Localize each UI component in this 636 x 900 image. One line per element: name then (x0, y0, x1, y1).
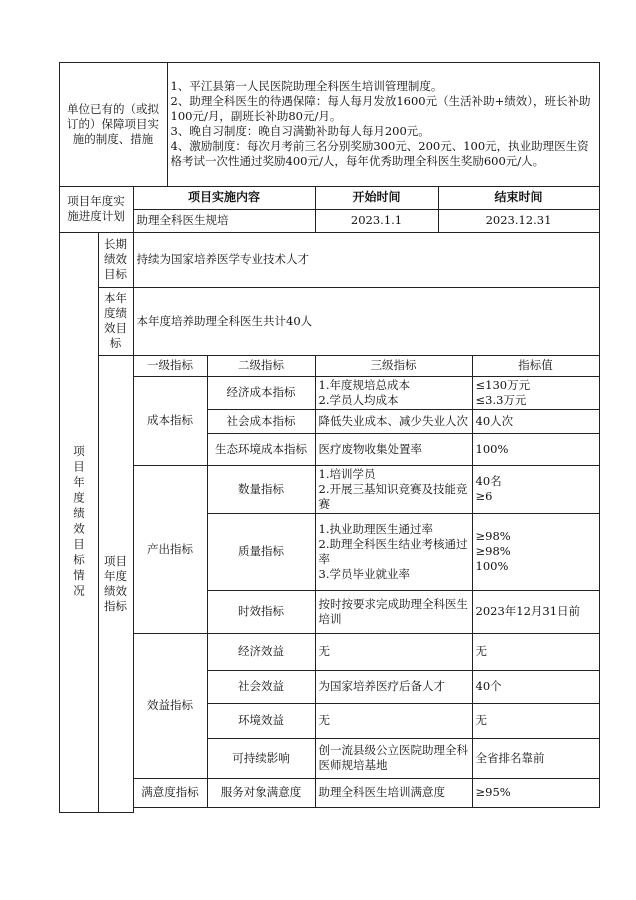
indicator-value-text: ≥95% (475, 785, 511, 799)
indicators-label (98, 355, 134, 813)
indicator-value (472, 633, 600, 671)
level1-satisfaction-text: 满意度指标 (141, 785, 199, 799)
measures-content (167, 62, 600, 187)
schedule-header-text: 结束时间 (494, 190, 543, 204)
indicator-value-text: 40人次 (475, 413, 514, 428)
schedule-cell (438, 209, 600, 233)
level3-indicator-text: 1.培训学员 2.开展三基知识竞赛及技能竞赛 (318, 466, 468, 511)
level2-indicator-text: 社会成本指标 (226, 413, 296, 428)
measure-line: 2、助理全科医生的待遇保障：每人每月发放1600元（生活补助+绩效），班长补助100元/月，副班长补助80元/月。 (170, 94, 591, 123)
schedule-header-text: 开始时间 (352, 190, 401, 204)
indicator-header-text: 二级指标 (238, 358, 284, 372)
goals-label (59, 232, 99, 813)
measures-label-text: 单位已有的（或拟订的）保障项目实施的制度、措施 (67, 101, 159, 146)
level1-cost-text: 成本指标 (147, 413, 193, 427)
indicator-header (315, 355, 473, 377)
indicator-value-text: 无 (475, 713, 487, 727)
level2-indicator (207, 633, 316, 671)
long-term-goal-value (133, 232, 600, 288)
level2-indicator-text: 经济成本指标 (226, 385, 296, 399)
level3-indicator-text: 无 (318, 713, 330, 727)
indicator-value (472, 670, 600, 704)
indicator-value-text: 2023年12月31日前 (475, 604, 581, 618)
level2-indicator-text: 生态环境成本指标 (215, 441, 307, 456)
schedule-cell-text: 2023.12.31 (485, 213, 552, 227)
level2-indicator-text: 质量指标 (238, 544, 284, 558)
goals-label-text: 项目年度绩效目标情况 (72, 444, 86, 600)
level3-indicator (315, 590, 473, 634)
level3-indicator (315, 670, 473, 704)
indicator-value (472, 433, 600, 466)
level2-indicator-text: 数量指标 (238, 481, 284, 496)
level3-indicator (315, 778, 473, 808)
schedule-header (133, 186, 316, 210)
level1-benefit-text: 效益指标 (147, 698, 193, 712)
level3-indicator (315, 376, 473, 410)
schedule-header-text: 项目实施内容 (187, 190, 260, 204)
level2-indicator-text: 时效指标 (238, 604, 284, 618)
measure-line: 4、激励制度：每次月考前三名分别奖励300元、200元、100元，执业助理医生资格考试一次性通过奖励400元/人，每年优秀助理全科医生奖励600元/人。 (170, 139, 589, 168)
level3-indicator (315, 409, 473, 434)
level2-indicator-text: 环境效益 (238, 713, 284, 727)
level2-indicator (207, 376, 316, 410)
indicator-value (472, 590, 600, 634)
level2-indicator (207, 778, 316, 808)
indicator-value (472, 465, 600, 514)
level3-indicator-text: 降低失业成本、减少失业人次 (318, 413, 468, 428)
long-term-goal-label-text: 长期绩效目标 (104, 237, 127, 281)
level2-indicator (207, 409, 316, 434)
level2-indicator (207, 703, 316, 739)
level1-output-text: 产出指标 (147, 541, 193, 556)
level2-indicator (207, 590, 316, 634)
level3-indicator (315, 433, 473, 466)
schedule-label-text: 项目年度实施进度计划 (67, 194, 125, 223)
level1-cost (133, 376, 208, 466)
level3-indicator-text: 为国家培养医疗后备人才 (318, 679, 445, 693)
indicator-header (133, 355, 208, 377)
level2-indicator (207, 670, 316, 704)
indicator-value-text: 全省排名靠前 (475, 750, 545, 765)
schedule-label (59, 186, 134, 233)
level3-indicator (315, 465, 473, 514)
level3-indicator-text: 助理全科医生培训满意度 (318, 785, 445, 799)
indicator-header-text: 三级指标 (370, 358, 417, 372)
level2-indicator (207, 433, 316, 466)
indicator-header (207, 355, 316, 377)
indicator-value-text: 40个 (475, 679, 502, 693)
level3-indicator (315, 703, 473, 739)
level3-indicator-text: 按时按要求完成助理全科医生培训 (318, 596, 468, 626)
schedule-cell-text: 助理全科医生规培 (136, 213, 229, 227)
annual-goal-label-text: 本年度绩效目标 (104, 291, 127, 350)
level3-indicator-text: 1.执业助理医生通过率 2.助理全科医生结业考核通过率 3.学员毕业就业率 (318, 521, 468, 581)
indicators-label-text: 项目年度绩效指标 (104, 553, 127, 613)
long-term-goal-label (98, 232, 134, 288)
schedule-cell (315, 209, 439, 233)
level2-indicator (207, 513, 316, 591)
level2-indicator (207, 738, 316, 779)
schedule-header (438, 186, 600, 210)
indicator-value-text: 100% (475, 441, 509, 456)
level1-satisfaction (133, 778, 208, 808)
indicator-value (472, 778, 600, 808)
indicator-header-text: 指标值 (518, 358, 553, 372)
indicator-value (472, 513, 600, 591)
level1-output (133, 465, 208, 634)
level2-indicator-text: 可持续影响 (232, 750, 290, 765)
long-term-goal-value-text: 持续为国家培养医学专业技术人才 (136, 252, 309, 266)
level1-benefit (133, 633, 208, 779)
schedule-cell-text: 2023.1.1 (350, 213, 403, 227)
indicator-value-text: 无 (475, 644, 487, 658)
level3-indicator-text: 无 (318, 644, 330, 658)
measure-line: 1、平江县第一人民医院助理全科医生培训管理制度。 (170, 79, 443, 93)
annual-goal-value-text: 本年度培养助理全科医生共计40人 (136, 313, 313, 328)
indicator-value-text: ≥98% ≥98% 100% (475, 529, 511, 573)
indicator-value (472, 409, 600, 434)
indicator-value (472, 376, 600, 410)
schedule-header (315, 186, 439, 210)
level3-indicator-text: 1.年度规培总成本 2.学员人均成本 (318, 377, 410, 407)
indicator-header (472, 355, 600, 377)
level3-indicator (315, 513, 473, 591)
level3-indicator (315, 738, 473, 779)
level3-indicator-text: 创一流县级公立医院助理全科医师规培基地 (318, 743, 468, 772)
indicator-value-text: ≤130万元 ≤3.3万元 (475, 377, 531, 407)
measures-label (59, 62, 168, 187)
annual-goal-label (98, 287, 134, 356)
level3-indicator (315, 633, 473, 671)
indicator-value (472, 738, 600, 779)
level2-indicator-text: 社会效益 (238, 679, 284, 693)
indicator-value-text: 40名 ≥6 (475, 474, 502, 503)
level2-indicator (207, 465, 316, 514)
indicator-value (472, 703, 600, 739)
level2-indicator-text: 服务对象满意度 (220, 785, 302, 799)
level3-indicator-text: 医疗废物收集处置率 (318, 441, 422, 456)
schedule-cell (133, 209, 316, 233)
level2-indicator-text: 经济效益 (238, 644, 284, 658)
indicator-header-text: 一级指标 (147, 358, 193, 372)
measure-line: 3、晚自习制度：晚自习满勤补助每人每月200元。 (170, 124, 430, 138)
annual-goal-value (133, 287, 600, 356)
